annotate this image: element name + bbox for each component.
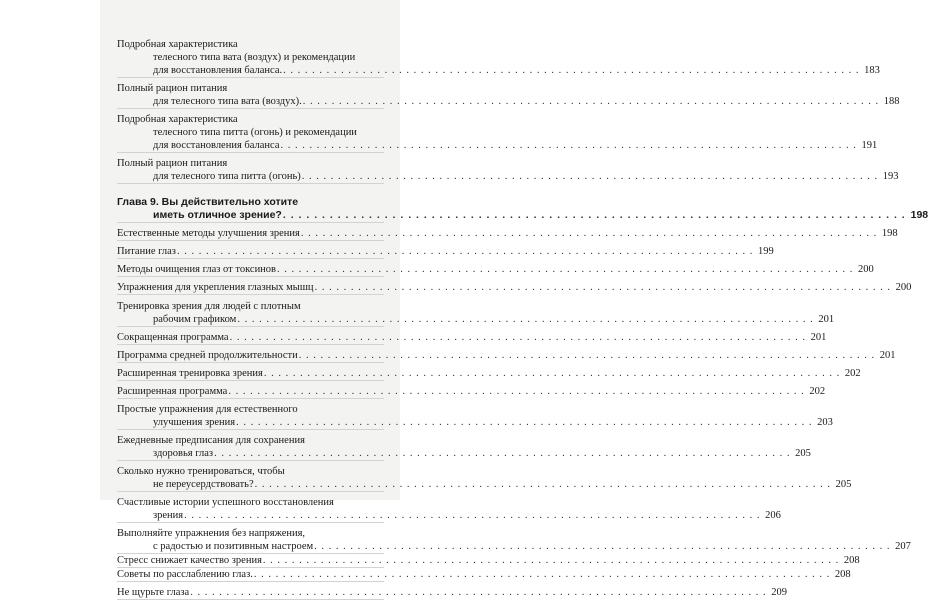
toc-entry-text: для телесного типа питта (огонь) <box>153 171 301 182</box>
dot-leader: . . . . . . . . . . . . . . . . . . . . . . . . . . . . . . . . . . . . . . . . . . . . . . . . . . . . . . . . . . . . . . . . . . . . . . . . . . . . . . . . <box>190 587 771 598</box>
page-number: 201 <box>879 350 896 361</box>
chapter-heading <box>117 196 928 223</box>
page-number: 193 <box>882 171 899 182</box>
toc-entry-text: Счастливые истории успешного восстановления <box>117 497 334 508</box>
toc-entry <box>117 157 899 184</box>
toc-entry-text: для восстановления баланса <box>153 140 280 151</box>
toc-entry-text: для телесного типа вата (воздух). <box>153 96 302 107</box>
toc-entry-text: для восстановления баланса. <box>153 65 283 76</box>
toc-entry-text: зрения <box>153 510 184 521</box>
dot-leader: . . . . . . . . . . . . . . . . . . . . . . . . . . . . . . . . . . . . . . . . . . . . . . . . . . . . . . . . . . . . . . . . . . . . . . . . . . . . . . . . <box>314 282 895 293</box>
dot-leader: . . . . . . . . . . . . . . . . . . . . . . . . . . . . . . . . . . . . . . . . . . . . . . . . . . . . . . . . . . . . . . . . . . . . . . . . . . . . . . . . <box>262 555 843 566</box>
page-number: 205 <box>795 448 811 459</box>
toc-entry-text: Расширенная тренировка зрения <box>117 368 263 379</box>
toc-entry <box>117 281 912 295</box>
toc-entry-text: Естественные методы улучшения зрения <box>117 228 300 239</box>
toc-entry <box>117 554 860 568</box>
page-number: 191 <box>861 140 878 151</box>
toc-entry-text: Подробная характеристика <box>117 114 238 125</box>
toc-entry-text: Питание глаз <box>117 246 176 257</box>
toc-entry <box>117 245 774 259</box>
toc-entry-text: здоровья глаз <box>153 448 214 459</box>
dot-leader: . . . . . . . . . . . . . . . . . . . . . . . . . . . . . . . . . . . . . . . . . . . . . . . . . . . . . . . . . . . . . . . . . . . . . . . . . . . . . . . . <box>302 96 883 107</box>
toc-entry-text: Глава 9. Вы действительно хотите <box>117 196 299 208</box>
table-of-contents <box>117 38 928 600</box>
dot-leader: . . . . . . . . . . . . . . . . . . . . . . . . . . . . . . . . . . . . . . . . . . . . . . . . . . . . . . . . . . . . . . . . . . . . . . . . . . . . . . . . <box>301 171 882 182</box>
page-number: 205 <box>835 479 852 490</box>
page-number: 201 <box>818 314 835 325</box>
page-number: 200 <box>858 264 874 275</box>
dot-leader: . . . . . . . . . . . . . . . . . . . . . . . . . . . . . . . . . . . . . . . . . . . . . . . . . . . . . . . . . . . . . . . . . . . . . . . . . . . . . . . . <box>263 368 844 379</box>
page-number: 208 <box>843 555 860 566</box>
dot-leader: . . . . . . . . . . . . . . . . . . . . . . . . . . . . . . . . . . . . . . . . . . . . . . . . . . . . . . . . . . . . . . . . . . . . . . . . . . . . . . . . <box>282 209 910 221</box>
page-number: 207 <box>895 541 911 552</box>
toc-entry <box>117 586 787 600</box>
dot-leader: . . . . . . . . . . . . . . . . . . . . . . . . . . . . . . . . . . . . . . . . . . . . . . . . . . . . . . . . . . . . . . . . . . . . . . . . . . . . . . . . <box>280 140 861 151</box>
dot-leader: . . . . . . . . . . . . . . . . . . . . . . . . . . . . . . . . . . . . . . . . . . . . . . . . . . . . . . . . . . . . . . . . . . . . . . . . . . . . . . . . <box>214 448 795 459</box>
toc-entry <box>117 349 896 363</box>
toc-entry-text: Простые упражнения для естественного <box>117 404 298 415</box>
toc-entry <box>117 300 835 327</box>
dot-leader: . . . . . . . . . . . . . . . . . . . . . . . . . . . . . . . . . . . . . . . . . . . . . . . . . . . . . . . . . . . . . . . . . . . . . . . . . . . . . . . . <box>229 332 810 343</box>
page-number: 199 <box>757 246 774 257</box>
toc-entry <box>117 227 898 241</box>
toc-entry-text: Полный рацион питания <box>117 83 228 94</box>
dot-leader: . . . . . . . . . . . . . . . . . . . . . . . . . . . . . . . . . . . . . . . . . . . . . . . . . . . . . . . . . . . . . . . . . . . . . . . . . . . . . . . . <box>254 479 835 490</box>
toc-entry <box>117 38 880 78</box>
dot-leader: . . . . . . . . . . . . . . . . . . . . . . . . . . . . . . . . . . . . . . . . . . . . . . . . . . . . . . . . . . . . . . . . . . . . . . . . . . . . . . . . <box>314 541 895 552</box>
toc-entry-text: Методы очищения глаз от токсинов <box>117 264 277 275</box>
toc-entry <box>117 367 861 381</box>
toc-entry-text: Тренировка зрения для людей с плотным <box>117 301 301 312</box>
dot-leader: . . . . . . . . . . . . . . . . . . . . . . . . . . . . . . . . . . . . . . . . . . . . . . . . . . . . . . . . . . . . . . . . . . . . . . . . . . . . . . . . <box>237 314 818 325</box>
toc-entry-text: Подробная характеристика <box>117 39 238 50</box>
page-number: 202 <box>809 386 826 397</box>
toc-entry-text: Программа средней продолжительности <box>117 350 298 361</box>
toc-entry <box>117 82 900 109</box>
page-number: 201 <box>810 332 827 343</box>
toc-entry-text: Не щурьте глаза <box>117 587 190 598</box>
toc-entry-text: телесного типа вата (воздух) и рекомендации <box>153 52 356 63</box>
toc-entry <box>117 568 851 582</box>
toc-entry-text: не переусердствовать? <box>153 479 254 490</box>
dot-leader: . . . . . . . . . . . . . . . . . . . . . . . . . . . . . . . . . . . . . . . . . . . . . . . . . . . . . . . . . . . . . . . . . . . . . . . . . . . . . . . . <box>283 65 864 76</box>
toc-entry <box>117 403 833 430</box>
toc-entry-text: иметь отличное зрение? <box>153 209 282 221</box>
page-number: 209 <box>771 587 787 598</box>
book-page <box>100 0 928 598</box>
dot-leader: . . . . . . . . . . . . . . . . . . . . . . . . . . . . . . . . . . . . . . . . . . . . . . . . . . . . . . . . . . . . . . . . . . . . . . . . . . . . . . . . <box>298 350 879 361</box>
page-number: 203 <box>817 417 833 428</box>
page-number: 208 <box>834 569 851 580</box>
toc-entry-text: Сколько нужно тренироваться, чтобы <box>117 466 285 477</box>
toc-entry <box>117 113 878 153</box>
toc-entry-text: Ежедневные предписания для сохранения <box>117 435 305 446</box>
toc-entry-text: Расширенная программа <box>117 386 228 397</box>
toc-entry <box>117 434 811 461</box>
dot-leader: . . . . . . . . . . . . . . . . . . . . . . . . . . . . . . . . . . . . . . . . . . . . . . . . . . . . . . . . . . . . . . . . . . . . . . . . . . . . . . . . <box>176 246 757 257</box>
page-number: 206 <box>765 510 781 521</box>
toc-entry <box>117 465 852 492</box>
dot-leader: . . . . . . . . . . . . . . . . . . . . . . . . . . . . . . . . . . . . . . . . . . . . . . . . . . . . . . . . . . . . . . . . . . . . . . . . . . . . . . . . <box>277 264 858 275</box>
toc-entry-text: Стресс снижает качество зрения <box>117 555 262 566</box>
page-number: 188 <box>883 96 900 107</box>
page-number: 202 <box>844 368 861 379</box>
toc-entry-text: Выполняйте упражнения без напряжения, <box>117 528 306 539</box>
page-number: 198 <box>910 209 928 221</box>
toc-entry-text: Сокращенная программа <box>117 332 229 343</box>
toc-entry-text: улучшения зрения <box>153 417 236 428</box>
dot-leader: . . . . . . . . . . . . . . . . . . . . . . . . . . . . . . . . . . . . . . . . . . . . . . . . . . . . . . . . . . . . . . . . . . . . . . . . . . . . . . . . <box>236 417 817 428</box>
toc-entry-text: с радостью и позитивным настроем <box>153 541 314 552</box>
toc-entry-text: рабочим графиком <box>153 314 237 325</box>
page-number: 198 <box>881 228 898 239</box>
toc-entry <box>117 496 781 523</box>
toc-entry <box>117 527 911 554</box>
toc-entry-text: Советы по расслаблению глаз. <box>117 569 253 580</box>
toc-entry-text: телесного типа питта (огонь) и рекомендации <box>153 127 357 138</box>
page-number: 183 <box>864 65 880 76</box>
toc-entry-text: Полный рацион питания <box>117 158 228 169</box>
page-number: 200 <box>895 282 912 293</box>
dot-leader: . . . . . . . . . . . . . . . . . . . . . . . . . . . . . . . . . . . . . . . . . . . . . . . . . . . . . . . . . . . . . . . . . . . . . . . . . . . . . . . . <box>300 228 881 239</box>
toc-entry <box>117 331 827 345</box>
toc-entry-text: Упражнения для укрепления глазных мышц <box>117 282 314 293</box>
toc-entry <box>117 385 826 399</box>
dot-leader: . . . . . . . . . . . . . . . . . . . . . . . . . . . . . . . . . . . . . . . . . . . . . . . . . . . . . . . . . . . . . . . . . . . . . . . . . . . . . . . . <box>184 510 765 521</box>
dot-leader: . . . . . . . . . . . . . . . . . . . . . . . . . . . . . . . . . . . . . . . . . . . . . . . . . . . . . . . . . . . . . . . . . . . . . . . . . . . . . . . . <box>253 569 834 580</box>
dot-leader: . . . . . . . . . . . . . . . . . . . . . . . . . . . . . . . . . . . . . . . . . . . . . . . . . . . . . . . . . . . . . . . . . . . . . . . . . . . . . . . . <box>228 386 809 397</box>
toc-entry <box>117 263 874 277</box>
